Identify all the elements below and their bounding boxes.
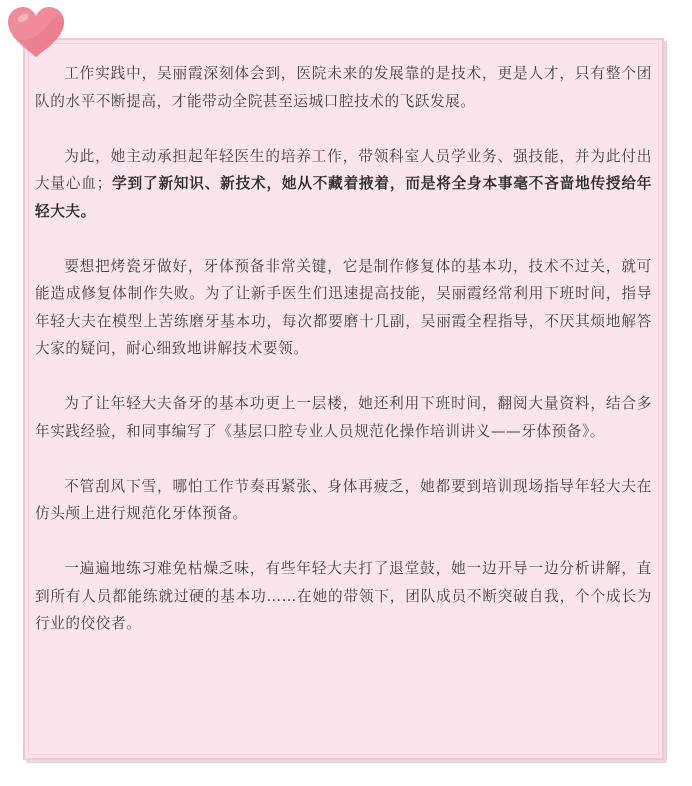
article-body [35,60,652,665]
paragraph [35,60,652,115]
paragraph-text: 为了让年轻大夫备牙的基本功更上一层楼，她还利用下班时间，翻阅大量资料，结合多年实践经验，和同事编写了《基层口腔专业人员规范化操作培训讲义——牙体预备》。 [35,395,652,440]
paragraph-text: 工作实践中，吴丽霞深刻体会到，医院未来的发展靠的是技术，更是人才，只有整个团队的水平不断提高，才能带动全院甚至运城口腔技术的飞跃发展。 [35,65,652,110]
paragraph-text: 为此，她主动承担起年轻医生的培养工作，带领科室人员学业务、强技能，并为此付出大量心血； [35,147,652,192]
paragraph-bold-text: 学到了新知识、新技术，她从不藏着掖着，而是将全身本事毫不吝啬地传授给年轻大夫。 [35,175,652,220]
paragraph [35,253,652,363]
paragraph [35,390,652,445]
heart-icon [5,4,67,60]
paragraph-text: 一遍遍地练习难免枯燥乏味，有些年轻大夫打了退堂鼓，她一边开导一边分析讲解，直到所有人员都能练就过硬的基本功……在她的带领下，团队成员不断突破自我，个个成长为行业的佼佼者。 [35,560,652,632]
paragraph-text: 不管刮风下雪，哪怕工作节奏再紧张、身体再疲乏，她都要到培训现场指导年轻大夫在仿头颅上进行规范化牙体预备。 [35,477,652,522]
paragraph [35,143,652,226]
paragraph [35,555,652,638]
paragraph [35,473,652,528]
paragraph-text: 要想把烤瓷牙做好，牙体预备非常关键，它是制作修复体的基本功，技术不过关，就可能造成修复体制作失败。为了让新手医生们迅速提高技能，吴丽霞经常利用下班时间，指导年轻大夫在模型上苦练磨牙基本功，每次都要磨十几副，吴丽霞全程指导，不厌其烦地解答大家的疑问，耐心细致地讲解技术要领。 [35,257,652,357]
